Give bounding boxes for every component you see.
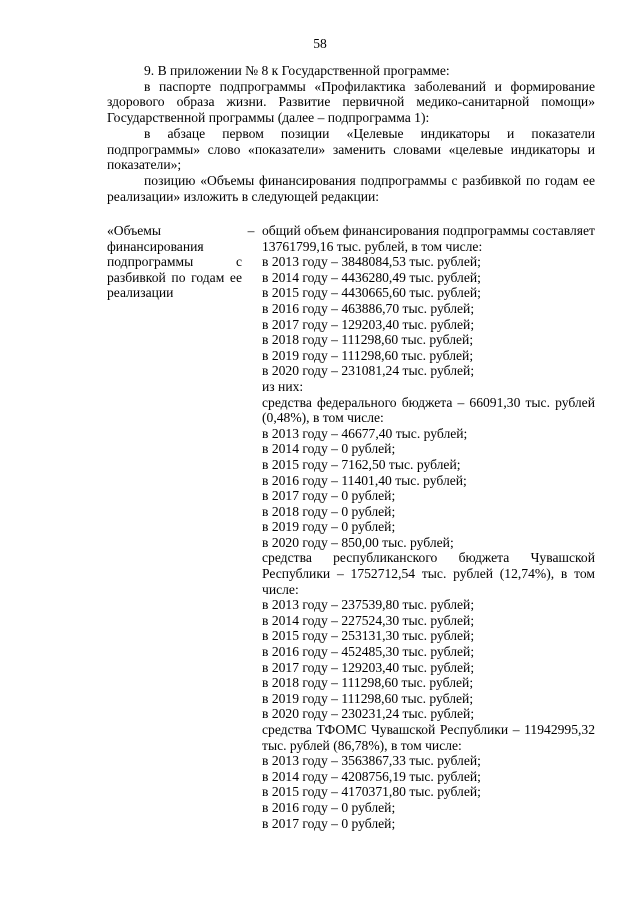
year-line: в 2018 году – 0 рублей; [262,503,396,519]
year-line: в 2016 году – 463886,70 тыс. рублей; [262,300,475,316]
year-line: в 2013 году – 3563867,33 тыс. рублей; [262,753,481,769]
year-line: в 2016 году – 11401,40 тыс. рублей; [262,472,467,488]
intro-paragraph: в паспорте подпрограммы «Профилактика заболеваний и формирование здорового образа жизни. Развитие первичной медико-санитарной помощи» Государственной программы (далее – подпрограмма 1): [107,78,595,126]
intro-paragraph: 9. В приложении № 8 к Государственной программе: [144,63,450,78]
tfoms-funding-text: средства ТФОМС Чувашской Республики – 11942995,32 тыс. рублей (86,78%), в том числе: [262,722,595,753]
federal-funding-text: средства федерального бюджета – 66091,30 тыс. рублей (0,48%), в том числе: [262,394,595,426]
total-years-list [262,254,595,379]
year-line: в 2020 году – 231081,24 тыс. рублей; [262,363,475,379]
passport-table [107,223,595,903]
page-number: 58 [313,36,327,51]
year-line: в 2015 году – 253131,30 тыс. рублей; [262,628,475,644]
year-line: в 2020 году – 230231,24 тыс. рублей; [262,706,475,722]
year-line: в 2019 году – 111298,60 тыс. рублей; [262,690,474,706]
year-line: в 2013 году – 237539,80 тыс. рублей; [262,597,475,613]
year-line: в 2013 году – 46677,40 тыс. рублей; [262,425,468,441]
year-line: в 2015 году – 4170371,80 тыс. рублей; [262,784,481,800]
of-them-label: из них: [262,378,304,394]
intro-paragraph: в абзаце первом позиции «Целевые индикаторы и показатели подпрограммы» слово «показатели» заменить словами «целевые индикаторы и показатели»; [107,125,595,173]
year-line: в 2019 году – 0 рублей; [262,519,396,535]
year-line: в 2014 году – 0 рублей; [262,441,396,457]
year-line: в 2015 году – 4430665,60 тыс. рублей; [262,285,481,301]
year-line: в 2014 году – 4436280,49 тыс. рублей; [262,269,481,285]
passport-left-label: «Объемы финансирования подпрограммы с разбивкой по годам ее реализации [107,223,242,301]
year-line: в 2013 году – 3848084,53 тыс. рублей; [262,254,481,270]
year-line: в 2015 году – 7162,50 тыс. рублей; [262,456,461,472]
federal-years-list [262,426,595,551]
republic-funding-text: средства республиканского бюджета Чувашской Республики – 1752712,54 тыс. рублей (12,74%), в том числе: [262,550,595,597]
total-funding-text: общий объем финансирования подпрограммы составляет 13761799,16 тыс. рублей, в том числе: [262,223,595,254]
passport-right-content [262,223,595,831]
year-line: в 2017 году – 129203,40 тыс. рублей; [262,316,475,332]
year-line: в 2014 году – 4208756,19 тыс. рублей; [262,768,481,784]
tfoms-years-list [262,753,595,831]
passport-dash: – [247,223,255,238]
year-line: в 2020 году – 850,00 тыс. рублей; [262,534,454,550]
year-line: в 2017 году – 129203,40 тыс. рублей; [262,659,475,675]
intro-section [107,63,595,204]
year-line: в 2014 году – 227524,30 тыс. рублей; [262,612,475,628]
year-line: в 2017 году – 0 рублей; [262,488,396,504]
intro-paragraph: позицию «Объемы финансирования подпрограммы с разбивкой по годам ее реализации» изложить в следующей редакции: [107,172,595,204]
year-line: в 2019 году – 111298,60 тыс. рублей; [262,347,474,363]
year-line: в 2018 году – 111298,60 тыс. рублей; [262,332,474,348]
year-line: в 2017 году – 0 рублей; [262,815,396,831]
year-line: в 2016 году – 0 рублей; [262,799,396,815]
year-line: в 2018 году – 111298,60 тыс. рублей; [262,675,474,691]
republic-years-list [262,597,595,722]
year-line: в 2016 году – 452485,30 тыс. рублей; [262,644,475,660]
